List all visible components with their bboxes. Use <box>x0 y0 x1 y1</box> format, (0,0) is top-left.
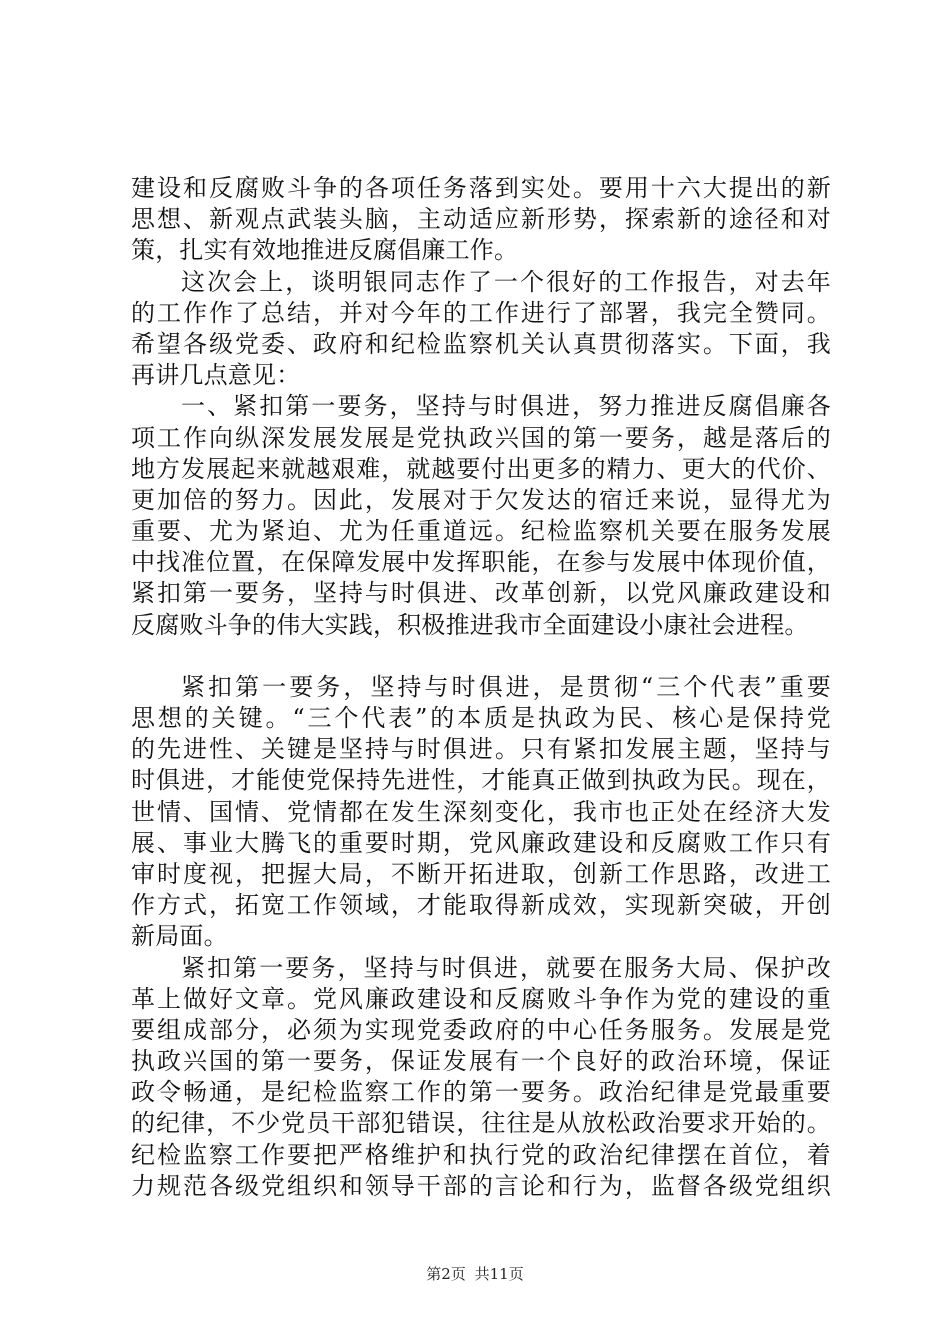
page-footer <box>0 1264 950 1284</box>
text-line: 政令畅通，是纪检监察工作的第一要务。政治纪律是党最重要 <box>131 1078 831 1107</box>
text-line: 的工作作了总结，并对今年的工作进行了部署，我完全赞同。 <box>131 298 831 327</box>
text-line: 希望各级党委、政府和纪检监察机关认真贯彻落实。下面，我 <box>131 329 831 358</box>
paragraph-gap <box>131 641 831 672</box>
text-line: 思想的关键。“三个代表”的本质是执政为民、核心是保持党 <box>131 704 831 732</box>
text-line: 革上做好文章。党风廉政建设和反腐败斗争作为党的建设的重 <box>131 984 831 1013</box>
text-line: 世情、国情、党情都在发生深刻变化，我市也正处在经济大发 <box>131 797 831 826</box>
text-line: 力规范各级党组织和领导干部的言论和行为，监督各级党组织 <box>131 1171 831 1200</box>
text-line: 审时度视，把握大局，不断开拓进取，创新工作思路，改进工 <box>131 859 831 888</box>
text-line: 这次会上，谈明银同志作了一个很好的工作报告，对去年 <box>181 267 831 296</box>
text-line: 的纪律，不少党员干部犯错误，往往是从放松政治要求开始的。 <box>131 1109 831 1138</box>
text-line: 中找准位置，在保障发展中发挥职能，在参与发展中体现价值， <box>131 548 831 577</box>
text-line: 要组成部分，必须为实现党委政府的中心任务服务。发展是党 <box>131 1015 831 1044</box>
text-line: 再讲几点意见： <box>131 361 301 390</box>
text-line: 地方发展起来就越艰难，就越要付出更多的精力、更大的代价、 <box>131 454 831 483</box>
text-line: 新局面。 <box>131 922 228 951</box>
text-line: 更加倍的努力。因此，发展对于欠发达的宿迁来说，显得尤为 <box>131 485 831 514</box>
text-line: 建设和反腐败斗争的各项任务落到实处。要用十六大提出的新 <box>131 174 831 202</box>
text-line: 执政兴国的第一要务，保证发展有一个良好的政治环境，保证 <box>131 1047 831 1076</box>
page-total: 共11页 <box>474 1265 524 1283</box>
text-line: 重要、尤为紧迫、尤为任重道远。纪检监察机关要在服务发展 <box>131 517 831 546</box>
body-text <box>131 173 831 1202</box>
text-line: 展、事业大腾飞的重要时期，党风廉政建设和反腐败工作只有 <box>131 828 831 857</box>
text-line: 的先进性、关键是坚持与时俱进。只有紧扣发展主题，坚持与 <box>131 735 831 764</box>
text-line: 紧扣第一要务，坚持与时俱进，是贯彻“三个代表”重要 <box>181 672 831 701</box>
text-line: 纪检监察工作要把严格维护和执行党的政治纪律摆在首位，着 <box>131 1140 831 1169</box>
text-line: 紧扣第一要务，坚持与时俱进，就要在服务大局、保护改 <box>181 953 831 982</box>
text-line: 思想、新观点武装头脑，主动适应新形势，探索新的途径和对 <box>131 205 831 234</box>
text-line: 反腐败斗争的伟大实践，积极推进我市全面建设小康社会进程。 <box>131 610 809 639</box>
text-line: 项工作向纵深发展发展是党执政兴国的第一要务，越是落后的 <box>131 423 831 452</box>
page-number: 第2页 <box>426 1265 466 1283</box>
text-line: 一、紧扣第一要务，坚持与时俱进，努力推进反腐倡廉各 <box>181 392 831 421</box>
text-line: 紧扣第一要务，坚持与时俱进、改革创新，以党风廉政建设和 <box>131 579 831 608</box>
text-line: 作方式，拓宽工作领域，才能取得新成效，实现新突破，开创 <box>131 891 831 920</box>
text-line: 策，扎实有效地推进反腐倡廉工作。 <box>131 236 519 265</box>
text-line: 时俱进，才能使党保持先进性，才能真正做到执政为民。现在， <box>131 766 831 795</box>
